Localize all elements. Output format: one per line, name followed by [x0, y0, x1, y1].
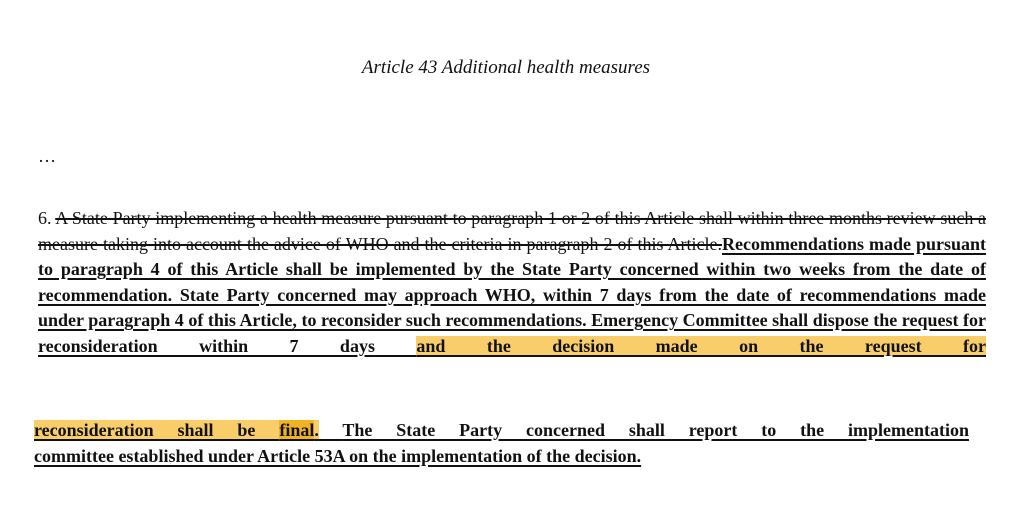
continuation-last-line: committee established under Article 53A on the implementation of the decision.	[34, 445, 642, 466]
deleted-text: A State Party implementing a health measure pursuant to paragraph 1 or 2 of this Article shall within three months review such a measure taking into account the advice of WHO and the criteria in paragraph 2 of this Article.	[38, 208, 986, 254]
inserted-text-continued	[34, 420, 969, 469]
paragraph-6-part-1	[38, 206, 986, 359]
highlighted-period: .	[314, 420, 319, 440]
highlighted-final-word: final	[279, 420, 315, 440]
ellipsis-marker: …	[38, 146, 56, 166]
article-title: Article 43 Additional health measures	[361, 57, 651, 78]
paragraph-number: 6.	[38, 208, 56, 228]
highlighted-text: and the decision made on the request for	[416, 335, 986, 356]
continuation-text: The State Party concerned shall report to the implementation	[342, 420, 970, 440]
highlighted-continuation-text: reconsideration shall be	[34, 420, 256, 440]
inserted-text-body: Recommendations made pursuant to paragraph 4 of this Article shall be implemented by the State Party concerned within two weeks from the date of recommendation. State Party concerned may approach WHO, within 7 days from the date of recommendations made under paragraph 4 of this Article, to reconsider such recommendations. Emergency Committee shall dispose the request for reconsideration within 7 days	[38, 233, 986, 356]
highlighted-continuation	[34, 420, 319, 440]
paragraph-6-part-2	[34, 418, 969, 469]
